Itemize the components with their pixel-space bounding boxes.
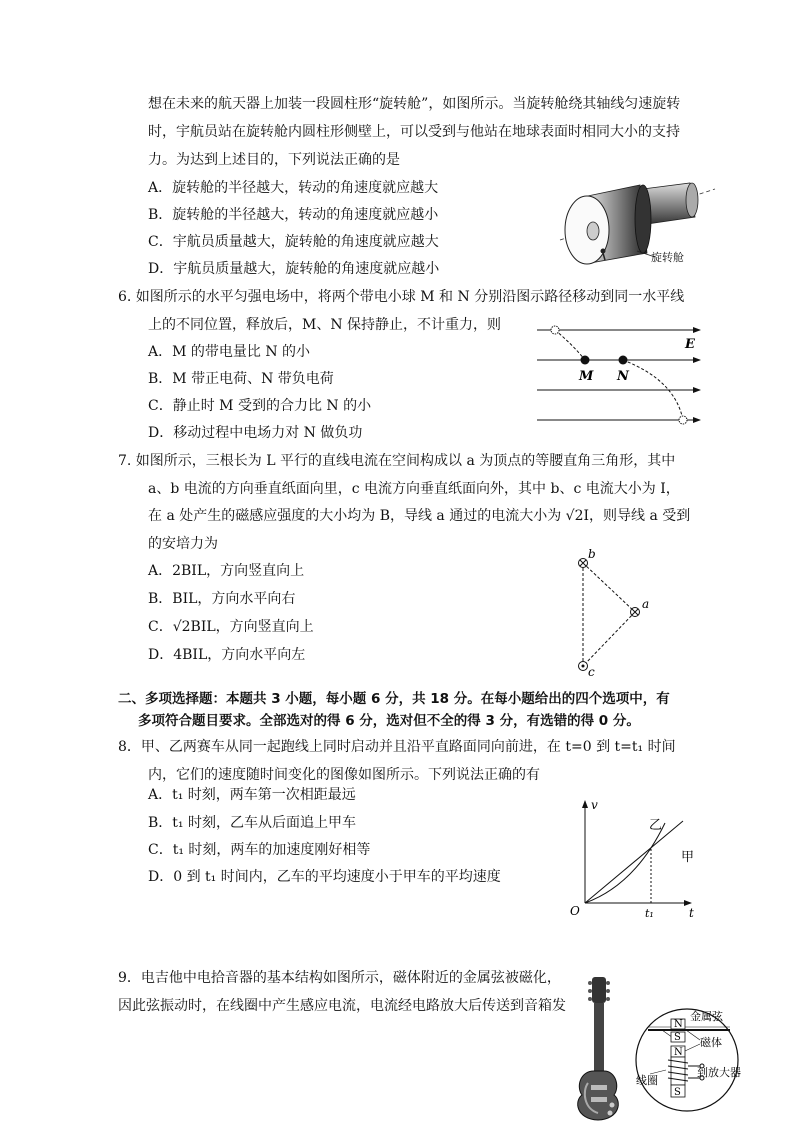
q6-stem-line-2: 上的不同位置，释放后，M、N 保持静止，不计重力，则 <box>148 317 502 333</box>
q5-option-a: A．旋转舱的半径越大，转动的角速度就应越大 <box>148 180 439 196</box>
q6-option-b: B．M 带正电荷、N 带负电荷 <box>148 371 334 387</box>
q5-stem-line-1: 想在未来的航天器上加装一段圆柱形“旋转舱”，如图所示。当旋转舱绕其轴线匀速旋转 <box>148 96 681 112</box>
ball-m-label: M <box>579 369 594 384</box>
section-2-heading-line-1: 二、多项选择题：本题共 3 小题，每小题 6 分，共 18 分。在每小题给出的四个选项中，有 <box>118 691 670 707</box>
field-e-label: E <box>685 337 695 352</box>
wire-a-into-page-icon <box>631 608 640 617</box>
q7-option-b: B．BIL，方向水平向右 <box>148 591 296 607</box>
q7-option-c: C．√2BIL，方向竖直向上 <box>148 619 314 635</box>
rotating-cabin-label: 旋转舱 <box>651 251 684 264</box>
yi-curve <box>585 823 665 903</box>
electric-guitar-illustration <box>570 975 626 1122</box>
magnet-n-label: N <box>674 1047 683 1058</box>
pickup-structure-figure <box>630 1000 741 1112</box>
wire-a-label: a <box>642 597 650 611</box>
magnet-s-label: S <box>674 1087 681 1098</box>
wire-b-label: b <box>588 547 596 561</box>
q8-stem-line-2: 内，它们的速度随时间变化的图像如图所示。下列说法正确的有 <box>148 767 540 783</box>
q9-stem-line-1: 9．电吉他中电拾音器的基本结构如图所示，磁体附近的金属弦被磁化， <box>118 970 561 986</box>
q7-stem-line-1: 7. 如图所示，三根长为 L 平行的直线电流在空间构成以 a 为顶点的等腰直角三角形，其中 <box>118 453 676 469</box>
q8-option-d: D．0 到 t₁ 时间内，乙车的平均速度小于甲车的平均速度 <box>148 869 501 885</box>
coil-label: 线圈 <box>636 1074 658 1087</box>
magnet-label: 磁体 <box>700 1036 722 1049</box>
q7-option-a: A．2BIL，方向竖直向上 <box>148 563 305 579</box>
q9-stem-line-2: 因此弦振动时，在线圈中产生感应电流，电流经电路放大后传送到音箱发 <box>118 998 566 1014</box>
metal-string-label: 金属弦 <box>690 1010 723 1023</box>
yi-label: 乙 <box>649 818 663 833</box>
electric-field-figure <box>535 320 705 430</box>
top-magnet-n-label: N <box>674 1019 683 1030</box>
wire-triangle-figure <box>570 548 670 680</box>
q7-option-d: D．4BIL，方向水平向左 <box>148 647 306 663</box>
velocity-time-graph <box>565 795 705 920</box>
t-axis-label: t <box>689 906 694 920</box>
q7-stem-line-2: a、b 电流的方向垂直纸面向里，c 电流方向垂直纸面向外，其中 b、c 电流大小为 I， <box>148 481 680 497</box>
q8-stem-line-1: 8．甲、乙两赛车从同一起跑线上同时启动并且沿平直路面同向前进，在 t=0 到 t=t₁ 时间 <box>118 739 676 755</box>
wire-c-out-of-page-icon <box>579 662 588 671</box>
origin-label: O <box>570 904 580 918</box>
section-2-heading-line-2: 多项符合题目要求。全部选对的得 6 分，选对但不全的得 3 分，有选错的得 0 分。 <box>138 713 640 729</box>
q6-option-c: C．静止时 M 受到的合力比 N 的小 <box>148 398 372 414</box>
jia-line <box>585 821 683 903</box>
q6-option-a: A．M 的带电量比 N 的小 <box>148 344 311 360</box>
q8-option-b: B．t₁ 时刻，乙车从后面追上甲车 <box>148 815 356 831</box>
wire-c-label: c <box>588 665 595 679</box>
wire-b-into-page-icon <box>579 559 588 568</box>
to-amplifier-label: 到放大器 <box>697 1066 741 1079</box>
q6-stem-line-1: 6. 如图所示的水平匀强电场中，将两个带电小球 M 和 N 分别沿图示路径移动到同一水平线 <box>118 289 685 305</box>
q5-option-d: D．宇航员质量越大，旋转舱的角速度就应越小 <box>148 261 440 277</box>
q8-option-c: C．t₁ 时刻，两车的加速度刚好相等 <box>148 842 371 858</box>
q5-option-b: B．旋转舱的半径越大，转动的角速度就应越小 <box>148 207 439 223</box>
top-magnet-s-label: S <box>674 1032 681 1043</box>
jia-label: 甲 <box>681 850 695 865</box>
q7-stem-line-4: 的安培力为 <box>148 536 218 552</box>
q5-stem-line-2: 时，宇航员站在旋转舱内圆柱形侧壁上，可以受到与他站在地球表面时相同大小的支持 <box>148 124 680 140</box>
q5-stem-line-3: 力。为达到上述目的，下列说法正确的是 <box>148 152 400 168</box>
rotating-cabin-figure <box>555 175 725 270</box>
v-axis-label: v <box>591 798 598 812</box>
q7-stem-line-3: 在 a 处产生的磁感应强度的大小均为 B，导线 a 通过的电流大小为 √2I，则导线 a 受到 <box>148 508 691 524</box>
q5-option-c: C．宇航员质量越大，旋转舱的角速度就应越大 <box>148 234 439 250</box>
t1-label: t₁ <box>645 907 654 920</box>
ball-n-label: N <box>617 369 629 384</box>
q8-option-a: A．t₁ 时刻，两车第一次相距最远 <box>148 787 356 803</box>
q6-option-d: D．移动过程中电场力对 N 做负功 <box>148 425 363 441</box>
